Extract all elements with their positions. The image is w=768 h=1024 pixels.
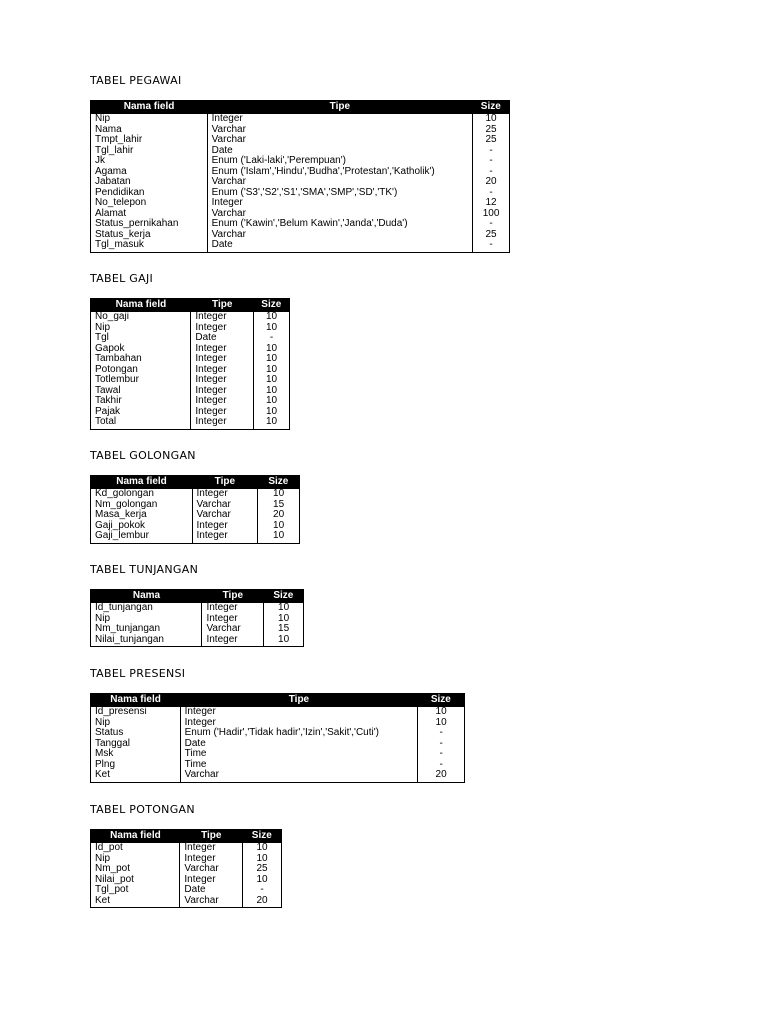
field-type-cell: Integer [202, 614, 264, 625]
field-type-cell: Integer [192, 531, 258, 543]
field-size-cell: 10 [278, 633, 290, 645]
header-name: Nama field [91, 694, 181, 708]
field-size-cell: 12 [485, 197, 497, 208]
field-size-cell: 10 [265, 342, 278, 354]
field-size-cell: - [489, 165, 493, 177]
field-type-cell: Date [180, 885, 243, 896]
header-size: Size [264, 590, 304, 604]
field-type-cell: Integer [191, 344, 254, 355]
field-size-cell: 10 [273, 519, 285, 531]
table-row [91, 167, 510, 178]
header-size: Size [254, 299, 290, 313]
table-row [91, 603, 304, 614]
field-type-cell: Integer [180, 843, 243, 854]
field-size-cell: 25 [485, 134, 497, 145]
field-name-cell: Tanggal [91, 739, 181, 750]
field-size-cell: 15 [278, 623, 290, 634]
field-type-cell: Integer [191, 312, 254, 323]
table-header-row [91, 590, 304, 604]
header-type: Tipe [192, 476, 258, 490]
field-size-cell: 25 [485, 123, 497, 135]
field-name-cell: Status_kerja [91, 230, 208, 241]
field-type-cell: Integer [191, 365, 254, 376]
header-name: Nama [91, 590, 202, 604]
field-name-cell: Tgl_pot [91, 885, 180, 896]
table-row [91, 135, 510, 146]
table-body [91, 603, 304, 647]
field-name-cell: Pendidikan [91, 188, 208, 199]
header-size: Size [258, 476, 300, 490]
field-name-cell: Ket [91, 896, 180, 908]
field-name-cell: No_gaji [91, 312, 191, 323]
field-type-cell: Integer [180, 718, 418, 729]
field-size-cell: 10 [265, 384, 278, 396]
field-name-cell: Jabatan [91, 177, 208, 188]
field-type-cell: Integer [207, 114, 472, 125]
table-row [91, 375, 290, 386]
field-name-cell: Masa_kerja [91, 510, 193, 521]
field-size-cell: 10 [265, 321, 278, 333]
field-type-cell: Varchar [207, 230, 472, 241]
field-size-cell: 25 [485, 228, 497, 240]
field-size-cell: - [269, 332, 274, 343]
field-name-cell: Nip [91, 323, 191, 334]
table-body [91, 843, 282, 908]
section-pegawai [90, 74, 510, 253]
field-type-cell: Integer [202, 635, 264, 647]
table-body [91, 707, 465, 782]
field-size-cell: 20 [256, 894, 268, 906]
field-name-cell: Kd_golongan [91, 489, 193, 500]
field-type-cell: Enum ('S3','S2','S1','SMA','SMP','SD','TK') [207, 188, 472, 199]
field-size-cell: 10 [278, 612, 290, 624]
table-row [91, 396, 290, 407]
table-row [91, 885, 282, 896]
field-size-cell: 10 [435, 706, 447, 717]
field-type-cell: Integer [191, 354, 254, 365]
header-size: Size [473, 101, 510, 115]
field-size-cell: 15 [273, 498, 285, 510]
field-name-cell: Totlembur [91, 375, 191, 386]
header-name: Nama field [91, 101, 208, 115]
field-size-cell: 10 [273, 530, 285, 541]
field-name-cell: Nip [91, 614, 202, 625]
table-row [91, 230, 510, 241]
table-body [91, 489, 300, 543]
field-size-cell: 20 [435, 769, 447, 780]
field-name-cell: Alamat [91, 209, 208, 220]
table-row [91, 177, 510, 188]
table-row [91, 531, 300, 543]
field-size-cell: - [489, 186, 493, 198]
field-type-cell: Varchar [192, 510, 258, 521]
section-golongan [90, 449, 300, 544]
table-row [91, 739, 465, 750]
table-row [91, 240, 510, 252]
field-name-cell: Nm_pot [91, 864, 180, 875]
header-type: Tipe [202, 590, 264, 604]
field-type-cell: Integer [202, 603, 264, 614]
table-row [91, 354, 290, 365]
field-size-cell: 10 [256, 852, 268, 864]
section-potongan [90, 803, 282, 908]
field-size-cell: 10 [256, 842, 268, 853]
field-type-cell: Integer [207, 198, 472, 209]
field-size-cell: 10 [265, 311, 278, 322]
field-size-cell: - [439, 737, 443, 749]
table-row [91, 312, 290, 323]
table-row [91, 333, 290, 344]
field-size-cell: 10 [265, 363, 278, 375]
table-body [91, 312, 290, 429]
header-name: Nama field [91, 830, 180, 844]
table-row [91, 770, 465, 782]
field-name-cell: Gaji_lembur [91, 531, 193, 543]
header-size: Size [243, 830, 282, 844]
field-size-cell: 20 [273, 509, 285, 520]
field-name-cell: Id_tunjangan [91, 603, 202, 614]
field-type-cell: Integer [191, 323, 254, 334]
field-type-cell: Date [207, 240, 472, 252]
section-presensi [90, 667, 465, 783]
field-name-cell: Total [91, 417, 191, 429]
field-name-cell: No_telepon [91, 198, 208, 209]
header-name: Nama field [91, 299, 191, 313]
field-type-cell: Integer [192, 521, 258, 532]
table-row [91, 728, 465, 739]
field-type-cell: Varchar [207, 209, 472, 220]
field-name-cell: Potongan [91, 365, 191, 376]
field-size-cell: 10 [273, 488, 285, 499]
table-row [91, 707, 465, 718]
field-size-cell: 10 [265, 405, 278, 417]
field-size-cell: 10 [265, 353, 278, 364]
field-type-cell: Date [180, 739, 418, 750]
field-name-cell: Nama [91, 125, 208, 136]
field-size-cell: 20 [485, 176, 497, 187]
field-type-cell: Integer [191, 386, 254, 397]
table-row [91, 125, 510, 136]
field-type-cell: Integer [180, 854, 243, 865]
table-row [91, 896, 282, 908]
field-type-cell: Integer [191, 375, 254, 386]
table-pegawai [90, 100, 510, 253]
table-row [91, 417, 290, 429]
field-name-cell: Nip [91, 854, 180, 865]
table-header-row [91, 830, 282, 844]
field-type-cell: Enum ('Kawin','Belum Kawin','Janda','Duda') [207, 219, 472, 230]
field-type-cell: Varchar [192, 500, 258, 511]
table-row [91, 219, 510, 230]
field-name-cell: Tgl_masuk [91, 240, 208, 252]
field-name-cell: Tambahan [91, 354, 191, 365]
header-type: Tipe [180, 694, 418, 708]
field-type-cell: Date [207, 146, 472, 157]
field-name-cell: Jk [91, 156, 208, 167]
field-size-cell: - [489, 218, 493, 229]
field-type-cell: Enum ('Laki-laki','Perempuan') [207, 156, 472, 167]
table-gaji [90, 298, 290, 430]
table-row [91, 635, 304, 647]
table-header-row [91, 101, 510, 115]
field-size-cell: 10 [485, 113, 497, 124]
field-size-cell: 100 [482, 207, 500, 219]
table-body [91, 114, 510, 252]
field-name-cell: Status_pernikahan [91, 219, 208, 230]
field-name-cell: Takhir [91, 396, 191, 407]
table-row [91, 323, 290, 334]
table-row [91, 624, 304, 635]
header-name: Nama field [91, 476, 193, 490]
table-tunjangan [90, 589, 304, 647]
field-name-cell: Agama [91, 167, 208, 178]
field-type-cell: Varchar [180, 864, 243, 875]
field-name-cell: Msk [91, 749, 181, 760]
table-title: TABEL GAJI [90, 272, 154, 285]
table-row [91, 749, 465, 760]
table-title: TABEL POTONGAN [90, 803, 195, 816]
field-size-cell: - [439, 758, 443, 770]
field-name-cell: Nm_golongan [91, 500, 193, 511]
field-size-cell: 10 [256, 873, 268, 885]
table-title: TABEL TUNJANGAN [90, 563, 199, 576]
table-header-row [91, 299, 290, 313]
field-type-cell: Time [180, 749, 418, 760]
field-size-cell: 25 [256, 863, 268, 874]
field-name-cell: Id_pot [91, 843, 180, 854]
field-type-cell: Integer [191, 417, 254, 429]
table-row [91, 760, 465, 771]
field-name-cell: Tawal [91, 386, 191, 397]
header-size: Size [418, 694, 465, 708]
field-type-cell: Enum ('Islam','Hindu','Budha','Protestan','Katholik') [207, 167, 472, 178]
field-size-cell: - [439, 748, 443, 759]
header-type: Tipe [191, 299, 254, 313]
table-potongan [90, 829, 282, 908]
field-name-cell: Nilai_tunjangan [91, 635, 202, 647]
field-name-cell: Nip [91, 114, 208, 125]
section-tunjangan [90, 563, 304, 647]
table-title: TABEL PRESENSI [90, 667, 186, 680]
header-type: Tipe [180, 830, 243, 844]
field-size-cell: 10 [265, 374, 278, 385]
field-type-cell: Varchar [180, 770, 418, 782]
field-type-cell: Integer [192, 489, 258, 500]
field-size-cell: - [489, 239, 493, 250]
field-name-cell: Pajak [91, 407, 191, 418]
field-size-cell: 10 [435, 716, 447, 728]
table-presensi [90, 693, 465, 783]
field-type-cell: Varchar [180, 896, 243, 908]
table-row [91, 510, 300, 521]
field-type-cell: Integer [180, 875, 243, 886]
field-name-cell: Id_presensi [91, 707, 181, 718]
field-type-cell: Varchar [207, 177, 472, 188]
field-type-cell: Time [180, 760, 418, 771]
field-name-cell: Ket [91, 770, 181, 782]
table-row [91, 156, 510, 167]
field-name-cell: Gaji_pokok [91, 521, 193, 532]
table-row [91, 864, 282, 875]
field-type-cell: Integer [191, 407, 254, 418]
table-row [91, 843, 282, 854]
table-golongan [90, 475, 300, 544]
header-type: Tipe [207, 101, 472, 115]
field-size-cell: 10 [265, 416, 278, 427]
field-size-cell: - [260, 884, 264, 895]
field-type-cell: Varchar [207, 125, 472, 136]
field-name-cell: Nip [91, 718, 181, 729]
field-name-cell: Nm_tunjangan [91, 624, 202, 635]
field-size-cell: - [489, 155, 493, 166]
field-size-cell: 10 [265, 395, 278, 406]
field-type-cell: Varchar [202, 624, 264, 635]
field-size-cell: - [489, 144, 493, 156]
field-name-cell: Tgl [91, 333, 191, 344]
field-name-cell: Gapok [91, 344, 191, 355]
table-title: TABEL PEGAWAI [90, 74, 182, 87]
table-row [91, 198, 510, 209]
field-type-cell: Varchar [207, 135, 472, 146]
table-row [91, 489, 300, 500]
table-row [91, 188, 510, 199]
field-size-cell: 10 [278, 602, 290, 613]
section-gaji [90, 272, 290, 430]
field-type-cell: Integer [191, 396, 254, 407]
table-row [91, 407, 290, 418]
field-name-cell: Plng [91, 760, 181, 771]
table-title: TABEL GOLONGAN [90, 449, 196, 462]
table-header-row [91, 694, 465, 708]
field-name-cell: Nilai_pot [91, 875, 180, 886]
field-type-cell: Date [191, 333, 254, 344]
table-header-row [91, 476, 300, 490]
table-row [91, 114, 510, 125]
field-name-cell: Tgl_lahir [91, 146, 208, 157]
field-name-cell: Status [91, 728, 181, 739]
field-type-cell: Enum ('Hadir','Tidak hadir','Izin','Sakit','Cuti') [180, 728, 418, 739]
field-size-cell: - [439, 727, 443, 738]
field-name-cell: Tmpt_lahir [91, 135, 208, 146]
field-type-cell: Integer [180, 707, 418, 718]
